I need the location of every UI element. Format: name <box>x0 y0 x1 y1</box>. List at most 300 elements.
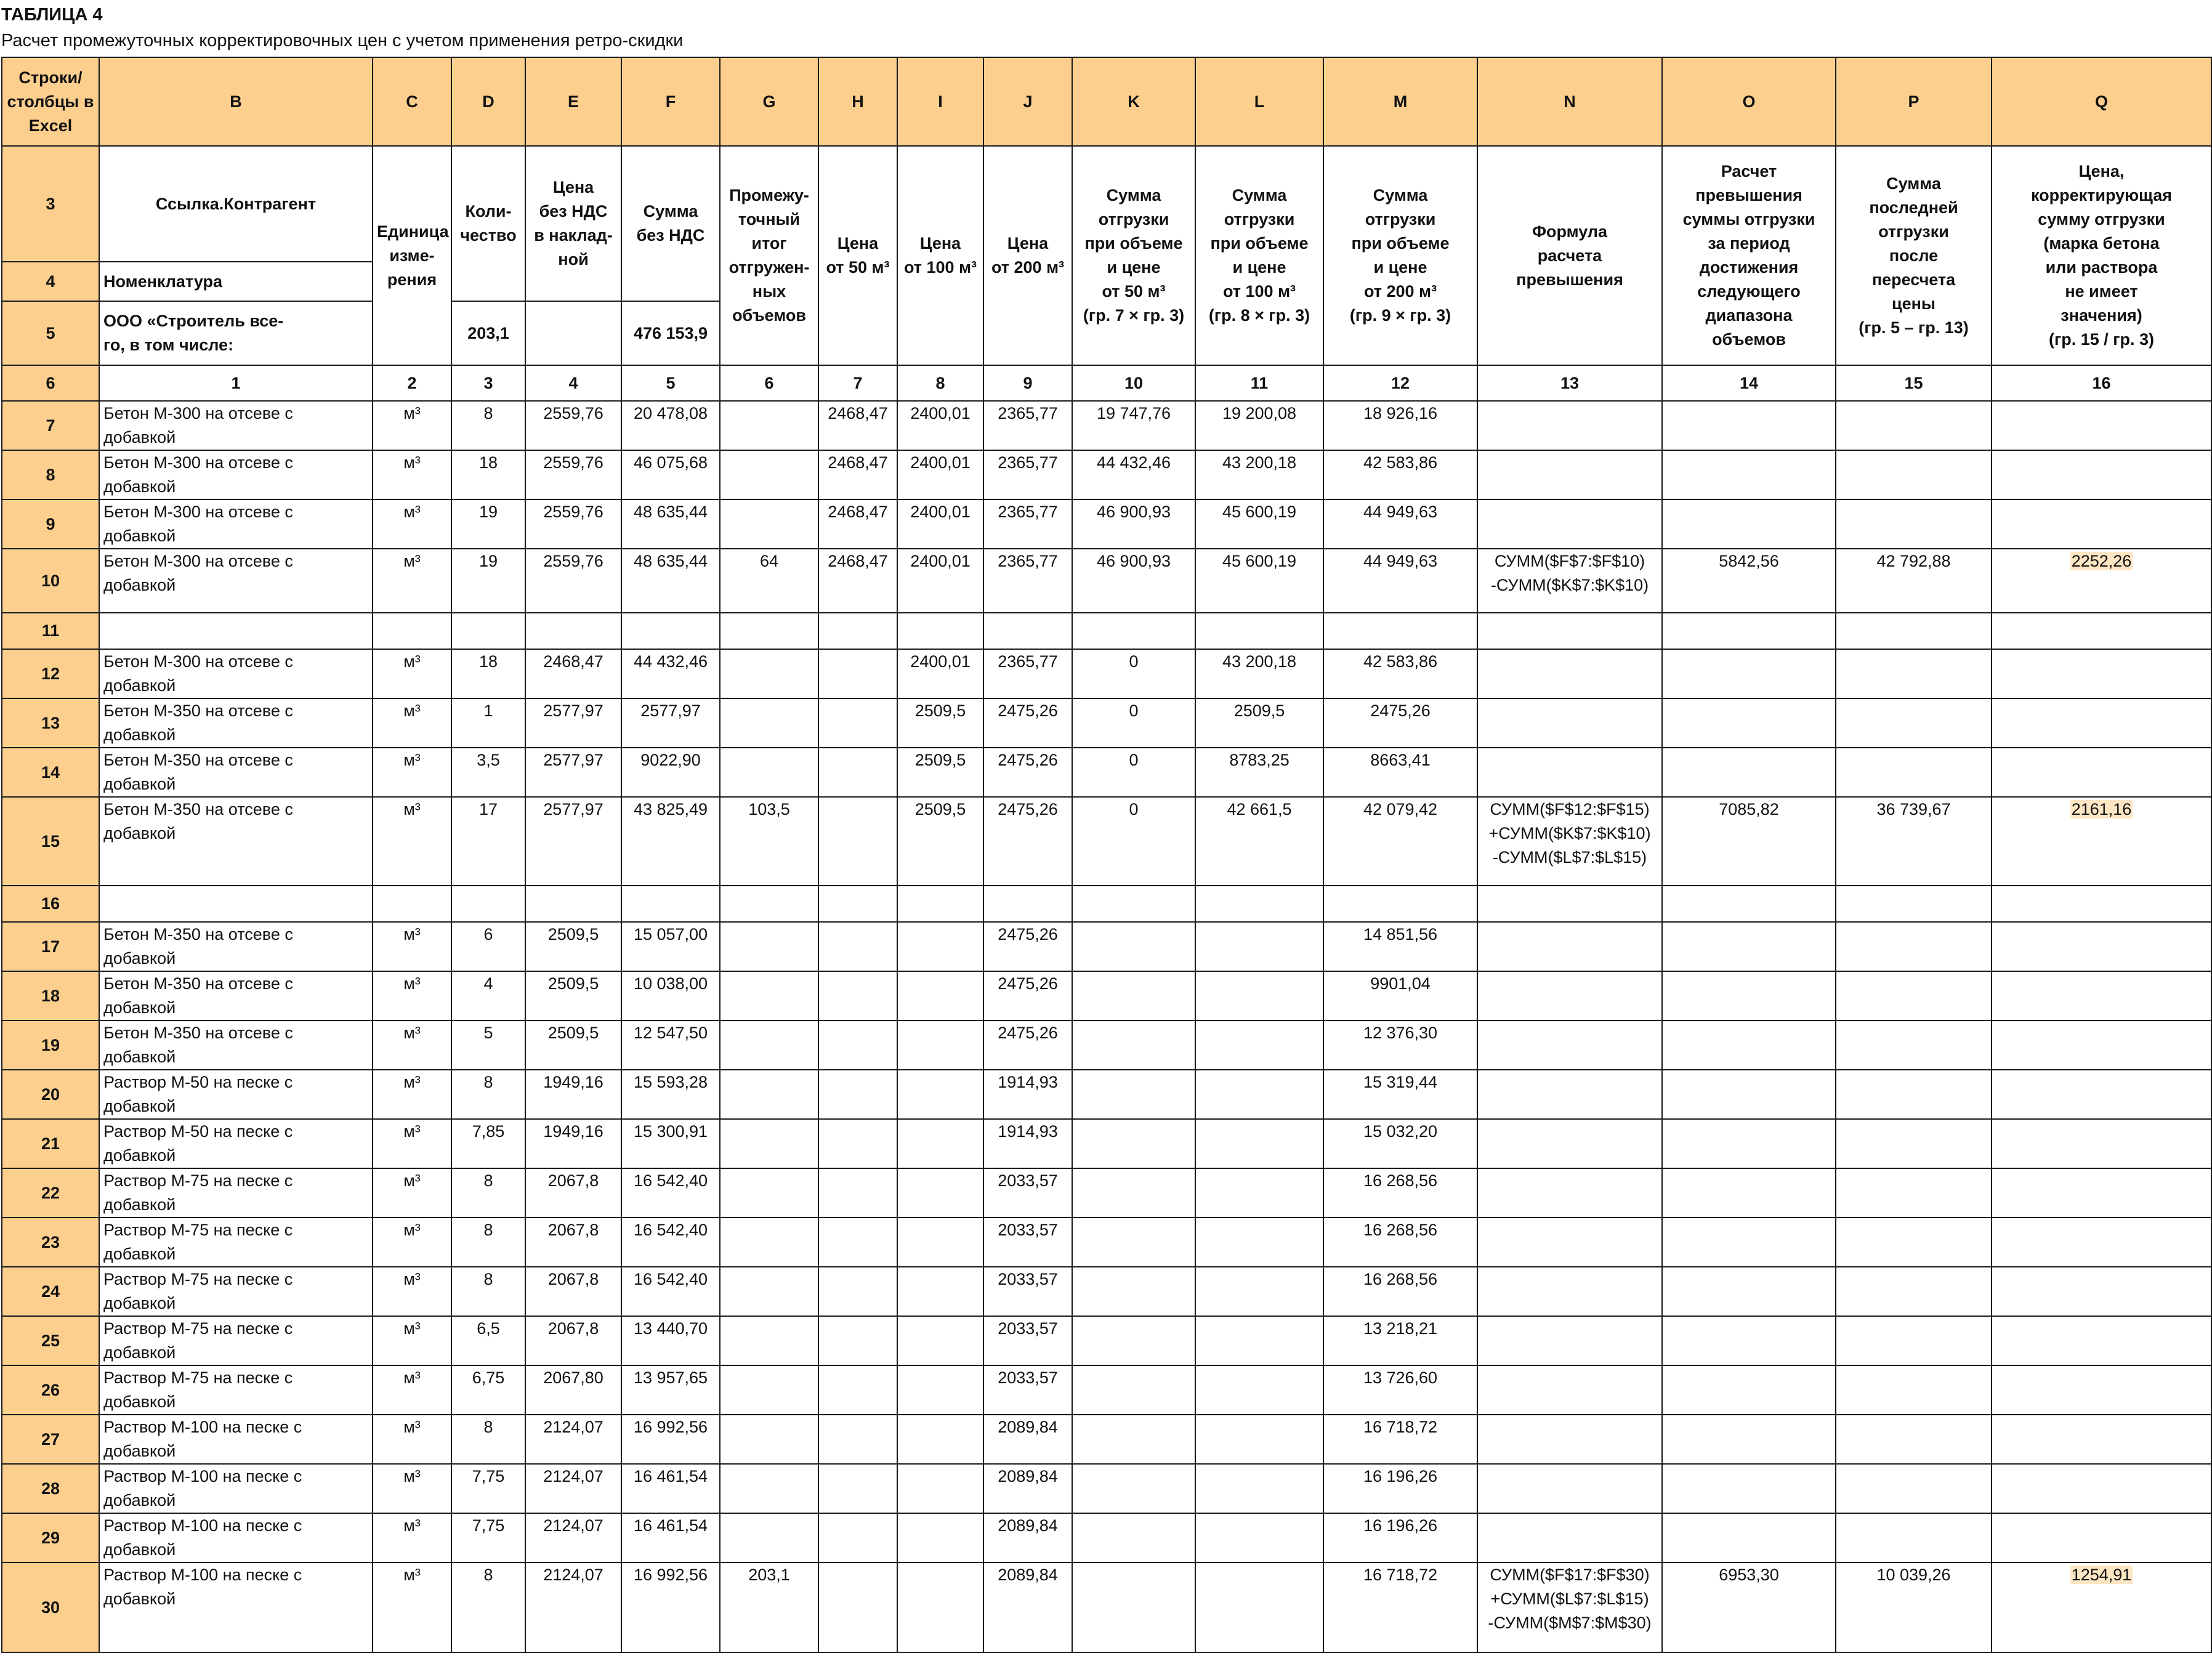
price-50-cell <box>818 748 897 797</box>
col-letter: E <box>525 57 621 146</box>
price-50-cell <box>818 797 897 886</box>
ship-sum-50-cell <box>1072 613 1195 649</box>
ship-sum-100-cell <box>1195 1267 1323 1316</box>
corner-header: Строки/ столбцы в Excel <box>2 57 99 146</box>
invoice-price-cell: 2509,5 <box>525 971 621 1020</box>
sum-cell: 13 440,70 <box>621 1316 720 1365</box>
excess-cell <box>1662 886 1836 922</box>
col-number: 5 <box>621 365 720 401</box>
corrective-price-cell <box>1992 1020 2211 1070</box>
subtotal-cell <box>720 1119 818 1168</box>
last-shipment-sum-cell <box>1836 886 1992 922</box>
subtotal-cell <box>720 1218 818 1267</box>
formula-cell <box>1477 1316 1662 1365</box>
table-row <box>2 649 2211 698</box>
price-100-cell <box>897 1415 983 1464</box>
excess-cell <box>1662 748 1836 797</box>
price-100-cell <box>897 1267 983 1316</box>
quantity-cell: 6 <box>451 922 525 971</box>
subtotal-cell <box>720 401 818 450</box>
last-shipment-sum-cell <box>1836 971 1992 1020</box>
formula-cell <box>1477 1415 1662 1464</box>
col-number: 1 <box>99 365 373 401</box>
header-row-3 <box>2 146 2211 262</box>
col-letter: Q <box>1992 57 2211 146</box>
highlighted-value: 2161,16 <box>2071 800 2132 818</box>
formula-cell <box>1477 613 1662 649</box>
price-200-cell: 2089,84 <box>983 1464 1072 1513</box>
invoice-price-cell: 2067,8 <box>525 1316 621 1365</box>
nomenclature-cell <box>99 613 373 649</box>
price-100-cell: 2509,5 <box>897 748 983 797</box>
nomenclature-cell: Раствор М-100 на песке с добавкой <box>99 1415 373 1464</box>
quantity-cell: 8 <box>451 401 525 450</box>
corrective-price-cell <box>1992 797 2211 886</box>
price-200-cell <box>983 613 1072 649</box>
unit-cell: м³ <box>373 1415 451 1464</box>
price-50-cell <box>818 922 897 971</box>
ship-sum-200-cell: 44 949,63 <box>1323 549 1477 613</box>
unit-cell: м³ <box>373 1119 451 1168</box>
formula-cell <box>1477 1168 1662 1218</box>
ship-sum-200-cell: 13 218,21 <box>1323 1316 1477 1365</box>
price-100-cell: 2400,01 <box>897 549 983 613</box>
excess-cell <box>1662 1168 1836 1218</box>
price-200-cell: 2475,26 <box>983 971 1072 1020</box>
invoice-price-cell: 1949,16 <box>525 1070 621 1119</box>
ship-sum-100-cell: 43 200,18 <box>1195 649 1323 698</box>
ship-sum-100-cell <box>1195 1070 1323 1119</box>
last-shipment-sum-cell <box>1836 401 1992 450</box>
ship-sum-50-cell: 46 900,93 <box>1072 549 1195 613</box>
highlighted-value: 1254,91 <box>2071 1566 2132 1584</box>
ship-sum-100-cell: 2509,5 <box>1195 698 1323 748</box>
corrective-price-cell <box>1992 450 2211 499</box>
nomenclature-cell: Бетон М-300 на отсеве с добавкой <box>99 549 373 613</box>
excess-cell <box>1662 1415 1836 1464</box>
row-number: 8 <box>2 450 99 499</box>
formula-cell: СУММ($F$7:$F$10) -СУММ($K$7:$K$10) <box>1477 549 1662 613</box>
subtotal-cell: 103,5 <box>720 797 818 886</box>
unit-cell: м³ <box>373 1316 451 1365</box>
excess-cell <box>1662 922 1836 971</box>
last-shipment-sum-cell <box>1836 1365 1992 1415</box>
invoice-price-cell: 2577,97 <box>525 797 621 886</box>
col-letter: P <box>1836 57 1992 146</box>
col-number: 13 <box>1477 365 1662 401</box>
last-shipment-sum-cell: 42 792,88 <box>1836 549 1992 613</box>
quantity-cell: 1 <box>451 698 525 748</box>
unit-cell <box>373 886 451 922</box>
price-200-cell <box>983 886 1072 922</box>
invoice-price-cell: 2559,76 <box>525 549 621 613</box>
retro-discount-table <box>1 57 2212 1653</box>
price-100-cell <box>897 1365 983 1415</box>
contractor-header: Ссылка.Контрагент <box>99 146 373 262</box>
ship-sum-200-cell <box>1323 613 1477 649</box>
ship-sum-100-cell: 43 200,18 <box>1195 450 1323 499</box>
table-row <box>2 1070 2211 1119</box>
col-number: 12 <box>1323 365 1477 401</box>
sum-cell: 48 635,44 <box>621 549 720 613</box>
nomenclature-cell: Бетон М-300 на отсеве с добавкой <box>99 450 373 499</box>
price-50-cell <box>818 971 897 1020</box>
last-shipment-sum-cell <box>1836 1464 1992 1513</box>
ship-sum-50-header: Сумма отгрузки при объеме и цене от 50 м³ (гр. 7 × гр. 3) <box>1072 146 1195 365</box>
invoice-price-cell: 2067,8 <box>525 1218 621 1267</box>
price-50-cell: 2468,47 <box>818 401 897 450</box>
unit-cell: м³ <box>373 1070 451 1119</box>
quantity-cell <box>451 613 525 649</box>
price-50-cell <box>818 1562 897 1652</box>
price-100-cell: 2400,01 <box>897 401 983 450</box>
subtotal-cell <box>720 1020 818 1070</box>
nomenclature-cell: Раствор М-100 на песке с добавкой <box>99 1562 373 1652</box>
price-50-cell: 2468,47 <box>818 450 897 499</box>
table-row <box>2 1513 2211 1562</box>
price-100-cell: 2400,01 <box>897 450 983 499</box>
price-100-cell: 2509,5 <box>897 797 983 886</box>
excess-calc-header: Расчет превышения суммы отгрузки за период достижения следующего диапазона объемов <box>1662 146 1836 365</box>
col-number: 2 <box>373 365 451 401</box>
empty-cell <box>525 301 621 365</box>
price-200-cell: 2089,84 <box>983 1513 1072 1562</box>
price-200-cell: 2475,26 <box>983 797 1072 886</box>
table-row <box>2 748 2211 797</box>
ship-sum-200-cell: 15 032,20 <box>1323 1119 1477 1168</box>
invoice-price-cell: 2124,07 <box>525 1562 621 1652</box>
quantity-cell: 8 <box>451 1070 525 1119</box>
last-shipment-sum-cell: 36 739,67 <box>1836 797 1992 886</box>
price-200-cell: 1914,93 <box>983 1070 1072 1119</box>
corrective-price-cell <box>1992 1464 2211 1513</box>
table-row <box>2 1562 2211 1652</box>
col-letter: G <box>720 57 818 146</box>
last-shipment-sum-cell <box>1836 1070 1992 1119</box>
price-100-cell: 2509,5 <box>897 698 983 748</box>
unit-cell: м³ <box>373 549 451 613</box>
ship-sum-100-cell: 42 661,5 <box>1195 797 1323 886</box>
invoice-price-cell: 2067,80 <box>525 1365 621 1415</box>
col-number: 8 <box>897 365 983 401</box>
unit-cell: м³ <box>373 401 451 450</box>
table-row <box>2 971 2211 1020</box>
invoice-price-cell: 2468,47 <box>525 649 621 698</box>
ship-sum-100-cell <box>1195 1119 1323 1168</box>
subtotal-cell <box>720 450 818 499</box>
sum-cell: 20 478,08 <box>621 401 720 450</box>
row-number: 12 <box>2 649 99 698</box>
quantity-cell: 8 <box>451 1168 525 1218</box>
ship-sum-200-cell <box>1323 886 1477 922</box>
nomenclature-cell: Бетон М-350 на отсеве с добавкой <box>99 698 373 748</box>
organization-total-label: ООО «Строитель все- го, в том числе: <box>99 301 373 365</box>
invoice-price-cell <box>525 613 621 649</box>
ship-sum-200-cell: 42 583,86 <box>1323 450 1477 499</box>
quantity-cell <box>451 886 525 922</box>
invoice-price-cell: 2067,8 <box>525 1267 621 1316</box>
invoice-price-cell: 2577,97 <box>525 748 621 797</box>
quantity-cell: 18 <box>451 450 525 499</box>
price-200-cell: 2475,26 <box>983 1020 1072 1070</box>
row-number: 30 <box>2 1562 99 1652</box>
corrective-price-cell <box>1992 1316 2211 1365</box>
col-number: 11 <box>1195 365 1323 401</box>
price-200-cell: 2365,77 <box>983 450 1072 499</box>
ship-sum-50-cell <box>1072 1070 1195 1119</box>
table-row <box>2 886 2211 922</box>
row-number: 10 <box>2 549 99 613</box>
invoice-price-cell: 2559,76 <box>525 450 621 499</box>
last-shipment-sum-cell <box>1836 698 1992 748</box>
excess-cell: 6953,30 <box>1662 1562 1836 1652</box>
unit-cell: м³ <box>373 1267 451 1316</box>
row-number: 5 <box>2 301 99 365</box>
quantity-cell: 6,75 <box>451 1365 525 1415</box>
formula-cell <box>1477 698 1662 748</box>
col-number: 15 <box>1836 365 1992 401</box>
unit-cell: м³ <box>373 698 451 748</box>
invoice-price-cell: 2067,8 <box>525 1168 621 1218</box>
ship-sum-100-cell <box>1195 1218 1323 1267</box>
row-number: 3 <box>2 146 99 262</box>
col-letter: B <box>99 57 373 146</box>
ship-sum-200-cell: 16 196,26 <box>1323 1464 1477 1513</box>
sum-cell: 2577,97 <box>621 698 720 748</box>
table-row <box>2 450 2211 499</box>
ship-sum-50-cell <box>1072 1316 1195 1365</box>
quantity-cell: 7,75 <box>451 1464 525 1513</box>
table-row <box>2 1020 2211 1070</box>
unit-cell: м³ <box>373 922 451 971</box>
ship-sum-50-cell <box>1072 971 1195 1020</box>
price-100-cell <box>897 971 983 1020</box>
ship-sum-200-cell: 18 926,16 <box>1323 401 1477 450</box>
ship-sum-200-cell: 2475,26 <box>1323 698 1477 748</box>
ship-sum-50-cell <box>1072 1365 1195 1415</box>
subtotal-cell <box>720 613 818 649</box>
ship-sum-200-cell: 44 949,63 <box>1323 499 1477 549</box>
ship-sum-100-cell <box>1195 1316 1323 1365</box>
sum-cell: 12 547,50 <box>621 1020 720 1070</box>
col-letter: D <box>451 57 525 146</box>
corrective-price-cell <box>1992 1119 2211 1168</box>
corrective-price-cell <box>1992 649 2211 698</box>
nomenclature-cell: Раствор М-100 на песке с добавкой <box>99 1513 373 1562</box>
sum-cell: 48 635,44 <box>621 499 720 549</box>
price-50-cell <box>818 1020 897 1070</box>
unit-cell: м³ <box>373 1562 451 1652</box>
ship-sum-50-cell: 0 <box>1072 748 1195 797</box>
col-letter: C <box>373 57 451 146</box>
ship-sum-100-cell <box>1195 971 1323 1020</box>
corrective-price-cell <box>1992 499 2211 549</box>
excess-cell <box>1662 450 1836 499</box>
nomenclature-cell: Раствор М-75 на песке с добавкой <box>99 1316 373 1365</box>
ship-sum-50-cell <box>1072 1513 1195 1562</box>
formula-cell <box>1477 1070 1662 1119</box>
subtotal-cell <box>720 922 818 971</box>
price-200-cell: 2365,77 <box>983 401 1072 450</box>
price-200-cell: 2089,84 <box>983 1562 1072 1652</box>
excess-cell: 7085,82 <box>1662 797 1836 886</box>
ship-sum-100-cell <box>1195 1168 1323 1218</box>
formula-cell <box>1477 886 1662 922</box>
excess-cell <box>1662 1513 1836 1562</box>
col-number: 16 <box>1992 365 2211 401</box>
price-50-cell <box>818 1218 897 1267</box>
sum-cell: 13 957,65 <box>621 1365 720 1415</box>
price-50-cell <box>818 1168 897 1218</box>
excess-cell <box>1662 1070 1836 1119</box>
price-50-cell: 2468,47 <box>818 499 897 549</box>
unit-cell <box>373 613 451 649</box>
table-row <box>2 1267 2211 1316</box>
invoice-price-cell: 2577,97 <box>525 698 621 748</box>
total-quantity: 203,1 <box>451 301 525 365</box>
col-letter: O <box>1662 57 1836 146</box>
ship-sum-50-cell <box>1072 886 1195 922</box>
excess-cell <box>1662 1119 1836 1168</box>
sum-cell <box>621 613 720 649</box>
quantity-cell: 3,5 <box>451 748 525 797</box>
corrective-price-header: Цена, корректирующая сумму отгрузки (марка бетона или раствора не имеет значения) (гр. 15 / гр. 3) <box>1992 146 2211 365</box>
excess-cell: 5842,56 <box>1662 549 1836 613</box>
last-shipment-sum-cell <box>1836 450 1992 499</box>
row-number: 19 <box>2 1020 99 1070</box>
ship-sum-50-cell <box>1072 1218 1195 1267</box>
corrective-price-cell <box>1992 1562 2211 1652</box>
sum-cell: 9022,90 <box>621 748 720 797</box>
row-number: 25 <box>2 1316 99 1365</box>
table-row <box>2 1119 2211 1168</box>
corrective-price-cell <box>1992 549 2211 613</box>
ship-sum-50-cell <box>1072 922 1195 971</box>
sum-cell: 16 461,54 <box>621 1464 720 1513</box>
quantity-cell: 6,5 <box>451 1316 525 1365</box>
invoice-price-cell: 2559,76 <box>525 401 621 450</box>
nomenclature-cell: Бетон М-300 на отсеве с добавкой <box>99 649 373 698</box>
price-200-cell: 2475,26 <box>983 922 1072 971</box>
col-number: 7 <box>818 365 897 401</box>
quantity-cell: 18 <box>451 649 525 698</box>
formula-cell <box>1477 748 1662 797</box>
excess-cell <box>1662 401 1836 450</box>
table-row <box>2 1415 2211 1464</box>
nomenclature-cell: Раствор М-50 на песке с добавкой <box>99 1119 373 1168</box>
ship-sum-200-cell: 16 268,56 <box>1323 1168 1477 1218</box>
subtotal-cell: 203,1 <box>720 1562 818 1652</box>
nomenclature-cell: Бетон М-350 на отсеве с добавкой <box>99 1020 373 1070</box>
row-number: 27 <box>2 1415 99 1464</box>
subtotal-cell <box>720 1415 818 1464</box>
quantity-cell: 8 <box>451 1562 525 1652</box>
nomenclature-cell: Раствор М-75 на песке с добавкой <box>99 1365 373 1415</box>
row-number: 26 <box>2 1365 99 1415</box>
subtotal-cell <box>720 1513 818 1562</box>
corrective-price-cell <box>1992 1365 2211 1415</box>
sum-cell: 44 432,46 <box>621 649 720 698</box>
price-50-cell <box>818 1070 897 1119</box>
price-50-cell <box>818 886 897 922</box>
unit-cell: м³ <box>373 1464 451 1513</box>
col-number: 3 <box>451 365 525 401</box>
price-200-header: Цена от 200 м³ <box>983 146 1072 365</box>
last-shipment-sum-cell <box>1836 1267 1992 1316</box>
price-100-cell <box>897 1562 983 1652</box>
ship-sum-100-cell <box>1195 886 1323 922</box>
col-number: 4 <box>525 365 621 401</box>
unit-cell: м³ <box>373 1365 451 1415</box>
price-50-cell: 2468,47 <box>818 549 897 613</box>
ship-sum-100-cell: 8783,25 <box>1195 748 1323 797</box>
subtotal-cell <box>720 499 818 549</box>
table-row <box>2 1168 2211 1218</box>
quantity-header: Коли- чество <box>451 146 525 301</box>
corrective-price-cell <box>1992 1513 2211 1562</box>
subtotal-cell <box>720 1365 818 1415</box>
table-row <box>2 613 2211 649</box>
col-number: 9 <box>983 365 1072 401</box>
ship-sum-100-cell: 45 600,19 <box>1195 499 1323 549</box>
subtotal-cell <box>720 1070 818 1119</box>
quantity-cell: 7,75 <box>451 1513 525 1562</box>
subtotal-header: Промежу- точный итог отгружен- ных объемов <box>720 146 818 365</box>
table-row <box>2 1464 2211 1513</box>
price-200-cell: 2033,57 <box>983 1267 1072 1316</box>
ship-sum-200-cell: 9901,04 <box>1323 971 1477 1020</box>
excess-cell <box>1662 1218 1836 1267</box>
subtotal-cell <box>720 1464 818 1513</box>
price-100-cell <box>897 1464 983 1513</box>
ship-sum-100-cell <box>1195 922 1323 971</box>
sum-cell: 10 038,00 <box>621 971 720 1020</box>
nomenclature-header: Номенклатура <box>99 262 373 301</box>
formula-cell <box>1477 1513 1662 1562</box>
sum-cell: 16 992,56 <box>621 1562 720 1652</box>
last-shipment-sum-cell <box>1836 499 1992 549</box>
ship-sum-200-cell: 16 718,72 <box>1323 1562 1477 1652</box>
col-letter: N <box>1477 57 1662 146</box>
excess-cell <box>1662 971 1836 1020</box>
last-shipment-sum-cell <box>1836 1020 1992 1070</box>
row-number: 29 <box>2 1513 99 1562</box>
sum-cell: 16 542,40 <box>621 1267 720 1316</box>
last-shipment-sum-cell <box>1836 1513 1992 1562</box>
col-letter: F <box>621 57 720 146</box>
corrective-price-cell <box>1992 401 2211 450</box>
price-200-cell: 1914,93 <box>983 1119 1072 1168</box>
price-50-header: Цена от 50 м³ <box>818 146 897 365</box>
ship-sum-200-cell: 15 319,44 <box>1323 1070 1477 1119</box>
subtotal-cell <box>720 1316 818 1365</box>
corrective-price-cell <box>1992 1415 2211 1464</box>
formula-cell <box>1477 1119 1662 1168</box>
price-50-cell <box>818 613 897 649</box>
nomenclature-cell: Бетон М-300 на отсеве с добавкой <box>99 401 373 450</box>
price-100-cell <box>897 1316 983 1365</box>
subtotal-cell <box>720 698 818 748</box>
last-shipment-sum-cell <box>1836 649 1992 698</box>
corrective-price-cell <box>1992 971 2211 1020</box>
last-shipment-sum-cell: 10 039,26 <box>1836 1562 1992 1652</box>
invoice-price-cell: 2124,07 <box>525 1464 621 1513</box>
unit-cell: м³ <box>373 1218 451 1267</box>
excess-cell <box>1662 1316 1836 1365</box>
table-row <box>2 549 2211 613</box>
row-number: 17 <box>2 922 99 971</box>
table-title: ТАБЛИЦА 4 <box>1 5 103 25</box>
